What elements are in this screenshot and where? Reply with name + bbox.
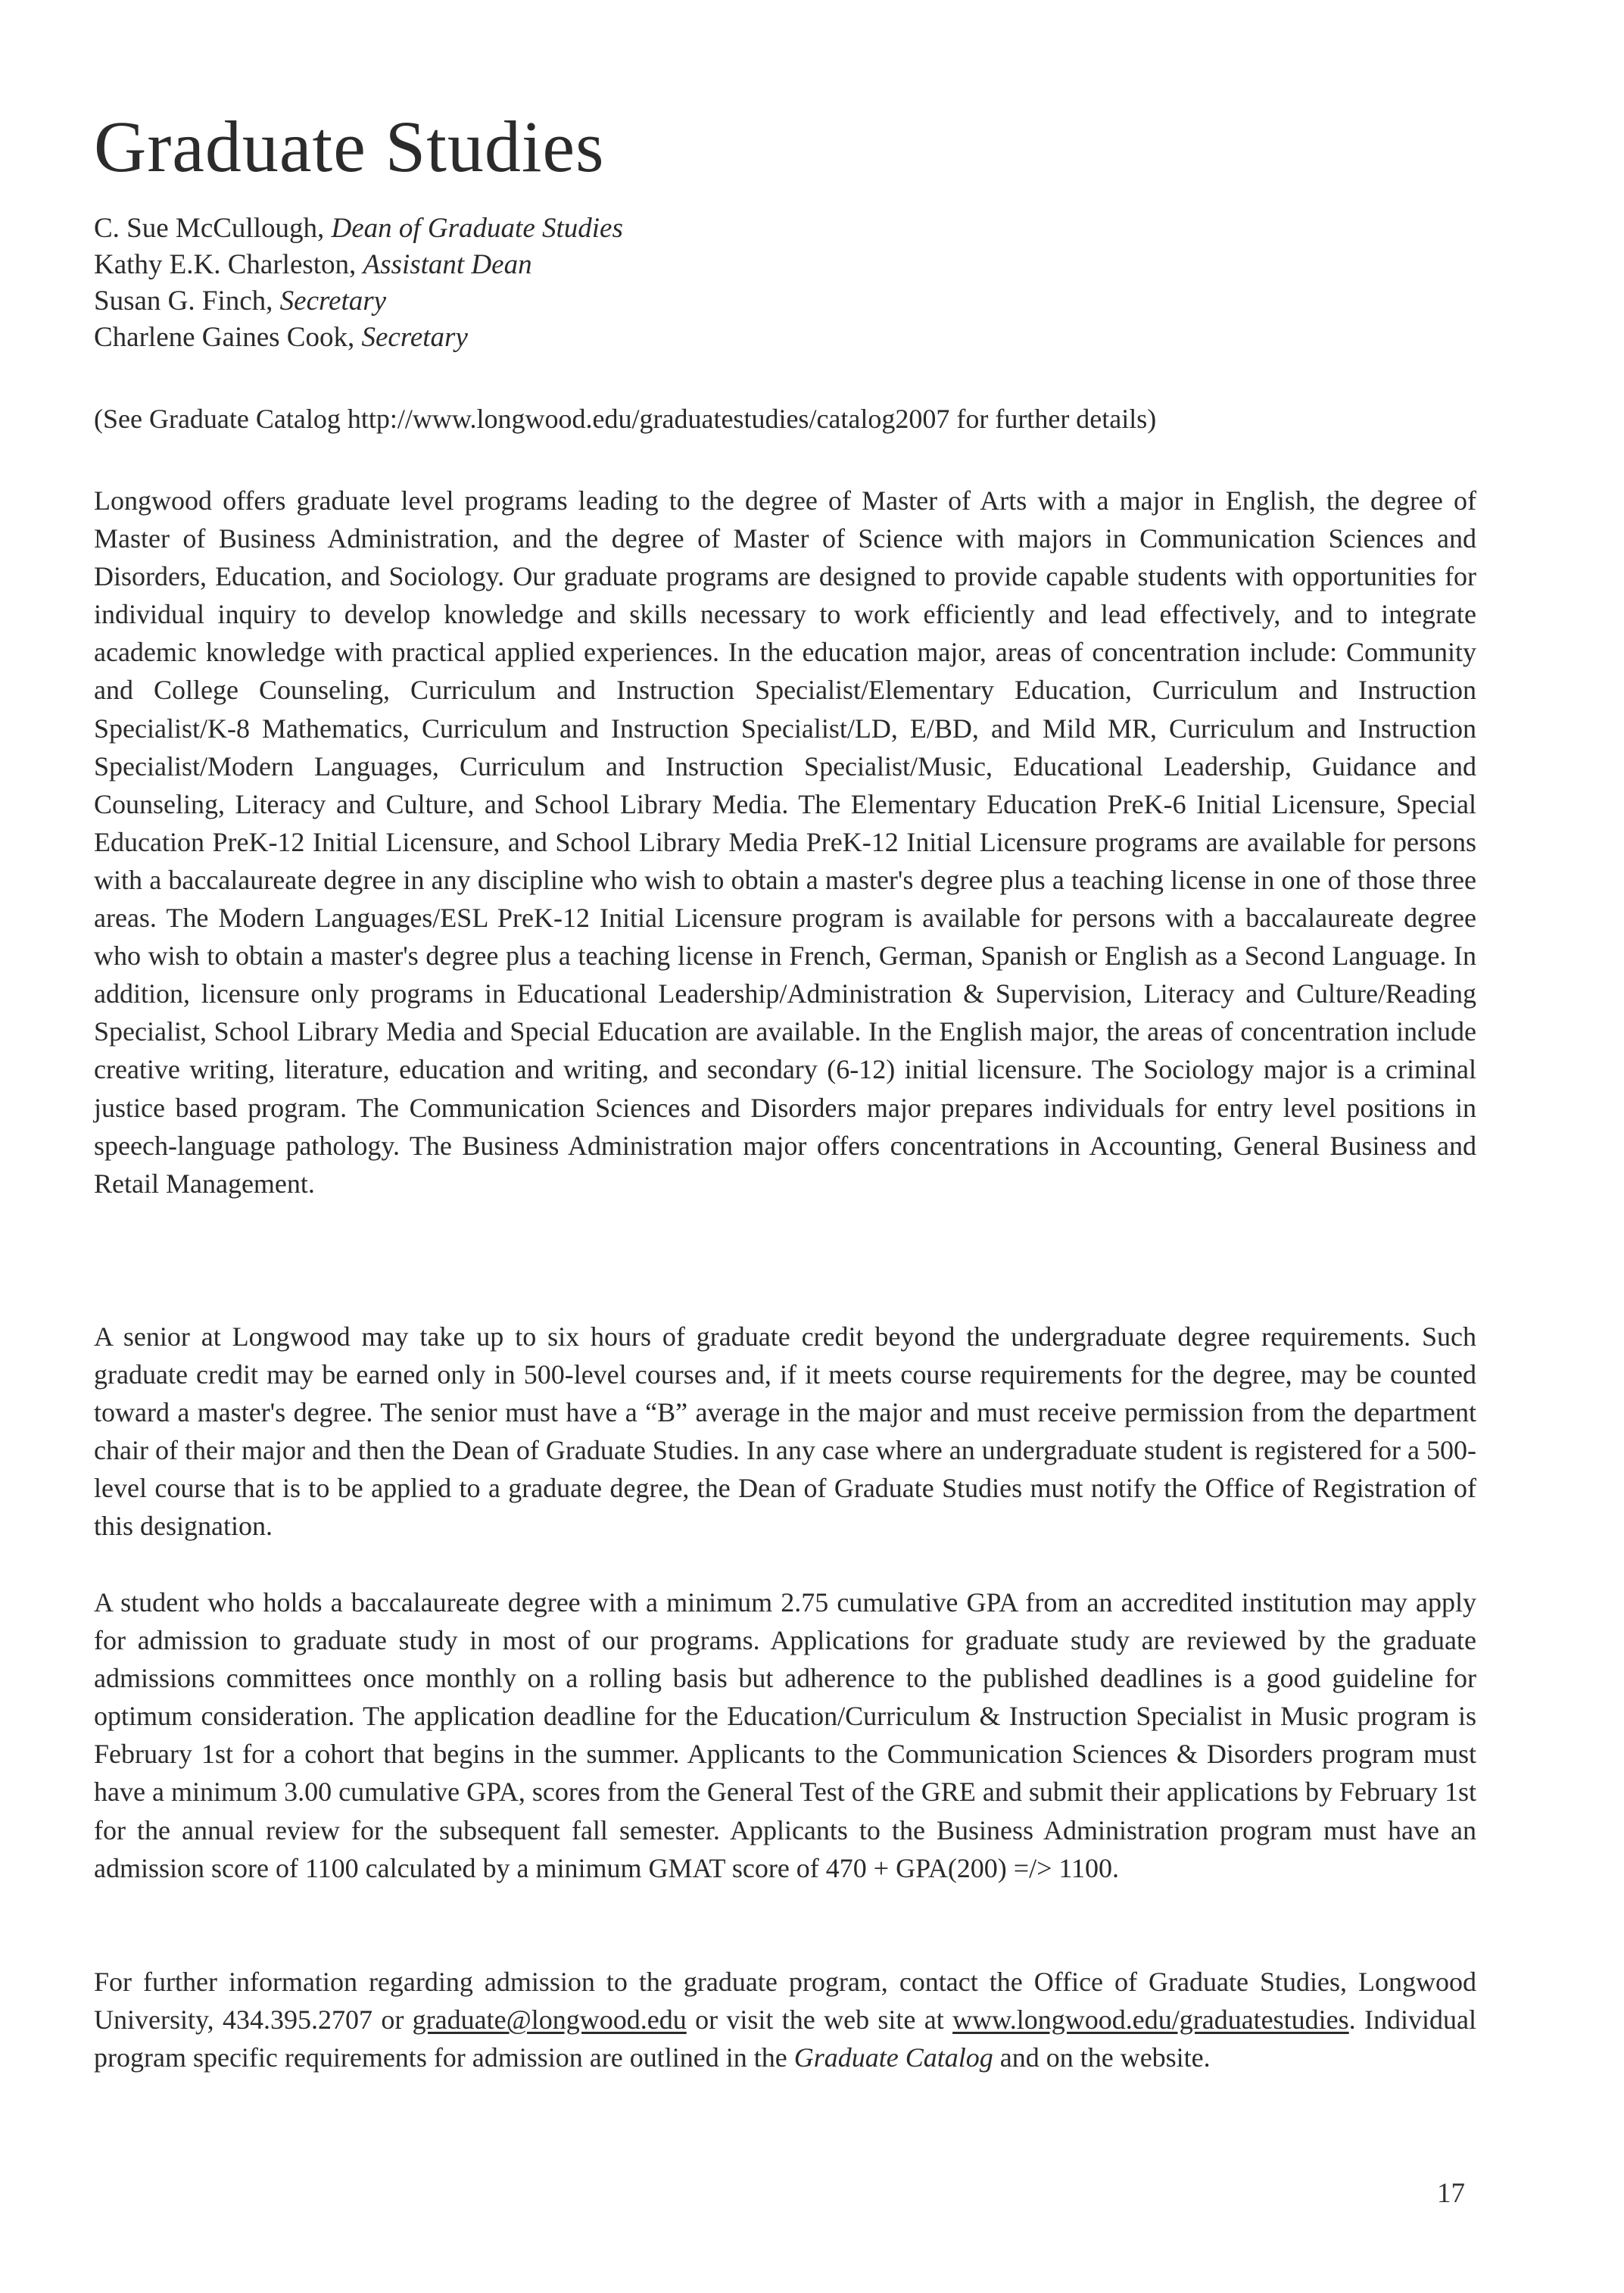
staff-name: Susan G. Finch, [94, 285, 280, 317]
catalog-title: Graduate Catalog [793, 2042, 993, 2073]
staff-name: Kathy E.K. Charleston, [94, 249, 363, 280]
staff-entry [94, 247, 623, 283]
staff-title: Assistant Dean [363, 249, 532, 280]
staff-name: C. Sue McCullough, [94, 213, 332, 244]
staff-name: Charlene Gaines Cook, [94, 322, 362, 353]
staff-title: Dean of Graduate Studies [331, 213, 623, 244]
staff-entry [94, 320, 623, 356]
page-number: 17 [1437, 2178, 1465, 2209]
staff-entry [94, 211, 623, 247]
staff-title: Secretary [279, 285, 387, 317]
staff-entry [94, 283, 623, 320]
contact-intro: For further information regarding admission to the graduate program, contact the Office of Graduate Studies, Longwood University, 434.395.2707 or [94, 1967, 1476, 2036]
programs-paragraph: Longwood offers graduate level programs leading to the degree of Master of Arts with a major in English, the degree of Master of Business Administration, and the degree of Master of Science with majors in Communication Sciences and Disorders, Education, and Sociology. Our graduate programs are designed to provide capable students with opportunities for individual inquiry to develop knowledge and skills necessary to work efficiently and lead effectively, and to integrate academic knowledge with practical applied experiences. In the education major, areas of concentration include: Community and College Counseling, Curriculum and Instruction Specialist/Elementary Education, Curriculum and Instruction Specialist/K-8 Mathematics, Curriculum and Instruction Specialist/LD, E/BD, and Mild MR, Curriculum and Instruction Specialist/Modern Languages, Curriculum and Instruction Specialist/Music, Educational Leadership, Guidance and Counseling, Literacy and Culture, and School Library Media. The Elementary Education PreK-6 Initial Licensure, Special Education PreK-12 Initial Licensure, and School Library Media PreK-12 Initial Licensure programs are available for persons with a baccalaureate degree in any discipline who wish to obtain a master's degree plus a teaching license in one of those three areas. The Modern Languages/ESL PreK-12 Initial Licensure program is available for persons with a baccalaureate degree who wish to obtain a master's degree plus a teaching license in French, German, Spanish or English as a Second Language. In addition, licensure only programs in Educational Leadership/Administration & Supervision, Literacy and Culture/Reading Specialist, School Library Media and Special Education are available. In the English major, the areas of concentration include creative writing, literature, education and writing, and secondary (6-12) initial licensure. The Sociology major is a criminal justice based program. The Communication Sciences and Disorders major prepares individuals for entry level positions in speech-language pathology. The Business Administration major offers concentrations in Accounting, General Business and Retail Management. [94, 485, 1476, 1199]
contact-after-site: . Individual program specific requirements for admission are outlined in the [94, 2004, 1476, 2073]
senior-credit-paragraph: A senior at Longwood may take up to six hours of graduate credit beyond the undergraduate degree requirements. Such graduate credit may be earned only in 500-level courses and, if it meets course requirements for the degree, may be counted toward a master's degree. The senior must have a “B” average in the major and must receive permission from the department chair of their major and then the Dean of Graduate Studies. In any case where an undergraduate student is registered for a 500-level course that is to be applied to a graduate degree, the Dean of Graduate Studies must notify the Office of Registration of this designation. [94, 1321, 1476, 1542]
email-link[interactable]: graduate@longwood.edu [412, 2004, 687, 2036]
contact-paragraph [94, 1963, 1476, 2076]
website-link[interactable]: www.longwood.edu/graduatestudies [952, 2004, 1349, 2036]
page-title: Graduate Studies [94, 106, 605, 187]
staff-list [94, 211, 623, 356]
contact-end: and on the website. [993, 2042, 1211, 2073]
contact-mid: or visit the web site at [686, 2004, 953, 2036]
staff-title: Secretary [361, 322, 468, 353]
admission-paragraph: A student who holds a baccalaureate degree with a minimum 2.75 cumulative GPA from an accredited institution may apply for admission to graduate study in most of our programs. Applications for graduate study are reviewed by the graduate admissions committees once monthly on a rolling basis but adherence to the published deadlines is a good guideline for optimum consideration. The application deadline for the Education/Curriculum & Instruction Specialist in Music program is February 1st for a cohort that begins in the summer. Applicants to the Communication Sciences & Disorders program must have a minimum 3.00 cumulative GPA, scores from the General Test of the GRE and submit their applications by February 1st for the annual review for the subsequent fall semester. Applicants to the Business Administration program must have an admission score of 1100 calculated by a minimum GMAT score of 470 + GPA(200) =/> 1100. [94, 1587, 1476, 1883]
catalog-note: (See Graduate Catalog http://www.longwood.edu/graduatestudies/catalog2007 for further details) [94, 404, 1157, 434]
